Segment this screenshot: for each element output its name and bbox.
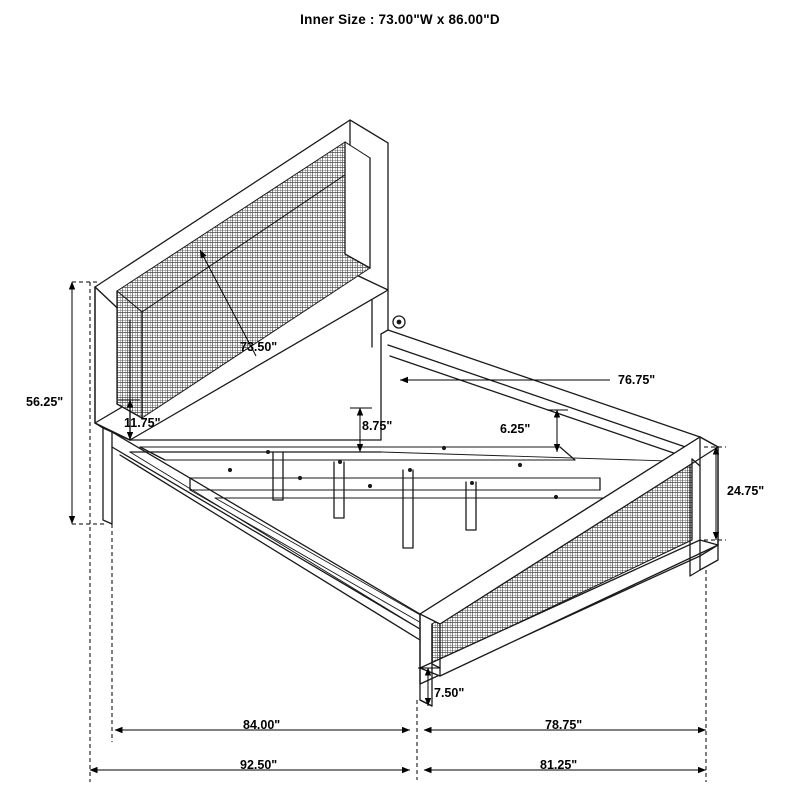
page-title: Inner Size : 73.00"W x 86.00"D	[300, 12, 500, 27]
dimension-label-slat-height: 8.75"	[362, 419, 393, 433]
dimension-label-rail-depth: 6.25"	[500, 422, 531, 436]
dimension-label-overall-length-right: 81.25"	[540, 758, 578, 772]
dimension-label-footboard-clearance: 7.50"	[434, 686, 465, 700]
dimension-label-footboard-height: 24.75"	[727, 484, 765, 498]
dimension-label-headboard-panel-to-rail: 11.75"	[124, 416, 161, 430]
dimension-label-overall-length-left: 92.50"	[240, 758, 278, 772]
dimension-label-headboard-inner-width: 73.50"	[240, 340, 278, 354]
dimension-label-overall-height: 56.25"	[26, 395, 64, 409]
dimension-label-footboard-run: 78.75"	[545, 718, 583, 732]
dimension-label-inner-length: 84.00"	[243, 718, 281, 732]
dimension-label-side-rail-length: 76.75"	[618, 373, 656, 387]
